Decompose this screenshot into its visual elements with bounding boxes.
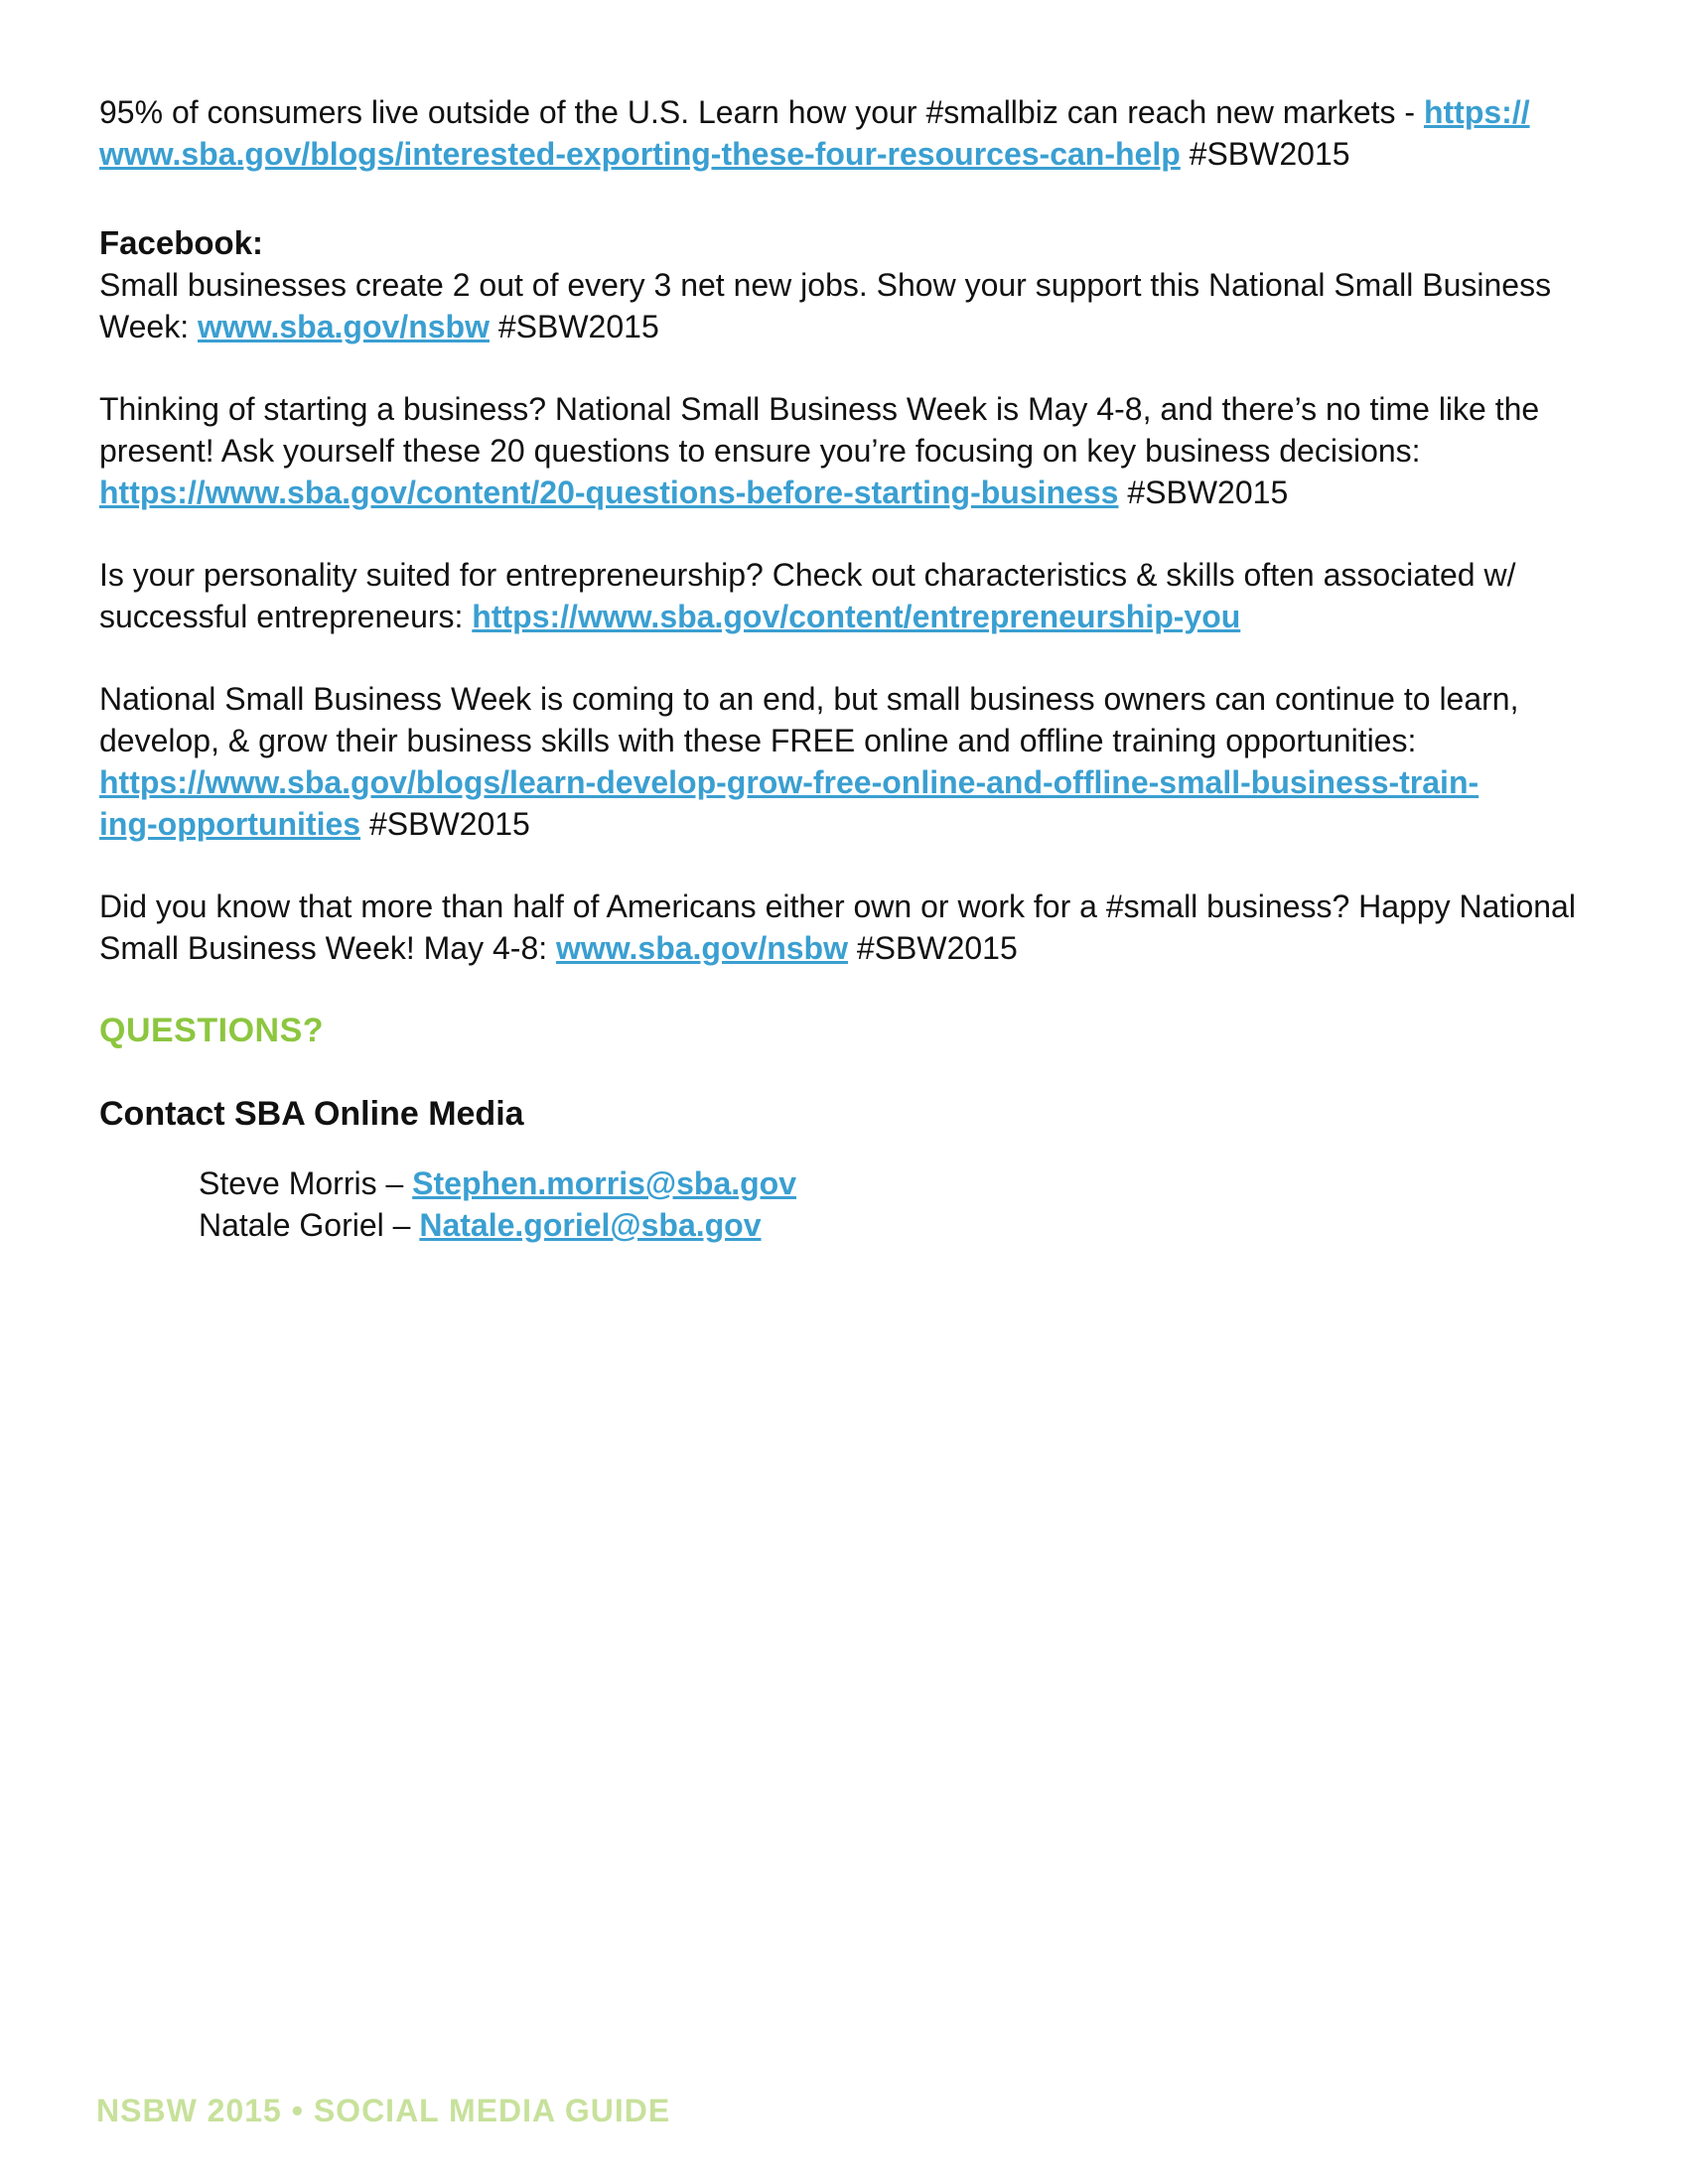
link-exporting[interactable]: https:// www.sba.gov/blogs/interested-exporting-these-four-resources-can-help bbox=[99, 94, 1530, 172]
contact-list bbox=[99, 1162, 1609, 1246]
post-text: Small businesses create 2 out of every 3 net new jobs. Show your support this National Small Business Week: bbox=[99, 267, 1552, 344]
contact-heading: Contact SBA Online Media bbox=[99, 1095, 524, 1133]
post-text: 95% of consumers live outside of the U.S. Learn how your #smallbiz can reach new markets - bbox=[99, 94, 1424, 130]
contact-name: Steve Morris – bbox=[199, 1165, 413, 1201]
post-half-americans bbox=[99, 886, 1609, 969]
questions-heading: QUESTIONS? bbox=[99, 1012, 325, 1049]
contact-email-link[interactable]: Natale.goriel@sba.gov bbox=[419, 1207, 762, 1243]
post-text: Did you know that more than half of Americans either own or work for a #small business? Happy National Small Business Week! May 4-8: bbox=[99, 888, 1576, 966]
post-hashtag: #SBW2015 bbox=[489, 309, 659, 344]
post-personality bbox=[99, 554, 1609, 637]
post-hashtag: #SBW2015 bbox=[360, 806, 530, 842]
post-hashtag: #SBW2015 bbox=[1118, 475, 1289, 510]
document-body bbox=[99, 91, 1609, 1246]
link-nsbw-2[interactable]: www.sba.gov/nsbw bbox=[556, 930, 848, 966]
link-entrepreneurship-you[interactable]: https://www.sba.gov/content/entrepreneurship-you bbox=[472, 599, 1241, 634]
contact-item bbox=[199, 1162, 1609, 1204]
post-starting-business bbox=[99, 388, 1609, 513]
footer-guide-title: NSBW 2015 • SOCIAL MEDIA GUIDE bbox=[96, 2093, 671, 2128]
post-training bbox=[99, 678, 1609, 845]
post-text: National Small Business Week is coming to an end, but small business owners can continue to learn, develop, & grow their business skills with these FREE online and offline training opportunities: bbox=[99, 681, 1519, 758]
link-20-questions[interactable]: https://www.sba.gov/content/20-questions-before-starting-business bbox=[99, 475, 1119, 510]
contact-item bbox=[199, 1204, 1609, 1246]
contact-email-link[interactable]: Stephen.morris@sba.gov bbox=[412, 1165, 797, 1201]
post-net-new-jobs bbox=[99, 264, 1609, 347]
post-text: Thinking of starting a business? National Small Business Week is May 4-8, and there’s no time like the present! Ask yourself these 20 questions to ensure you’re focusing on key business decisions: bbox=[99, 391, 1540, 469]
post-exporting bbox=[99, 91, 1609, 175]
facebook-heading: Facebook: bbox=[99, 224, 264, 261]
post-hashtag: #SBW2015 bbox=[847, 930, 1018, 966]
contact-name: Natale Goriel – bbox=[199, 1207, 420, 1243]
link-training-opportunities[interactable]: https://www.sba.gov/blogs/learn-develop-grow-free-online-and-offline-small-business-train- ing-opportunities bbox=[99, 764, 1479, 842]
post-hashtag: #SBW2015 bbox=[1180, 136, 1350, 172]
link-nsbw[interactable]: www.sba.gov/nsbw bbox=[198, 309, 490, 344]
post-text: Is your personality suited for entrepreneurship? Check out characteristics & skills often associated w/ successful entrepreneurs: bbox=[99, 557, 1516, 634]
